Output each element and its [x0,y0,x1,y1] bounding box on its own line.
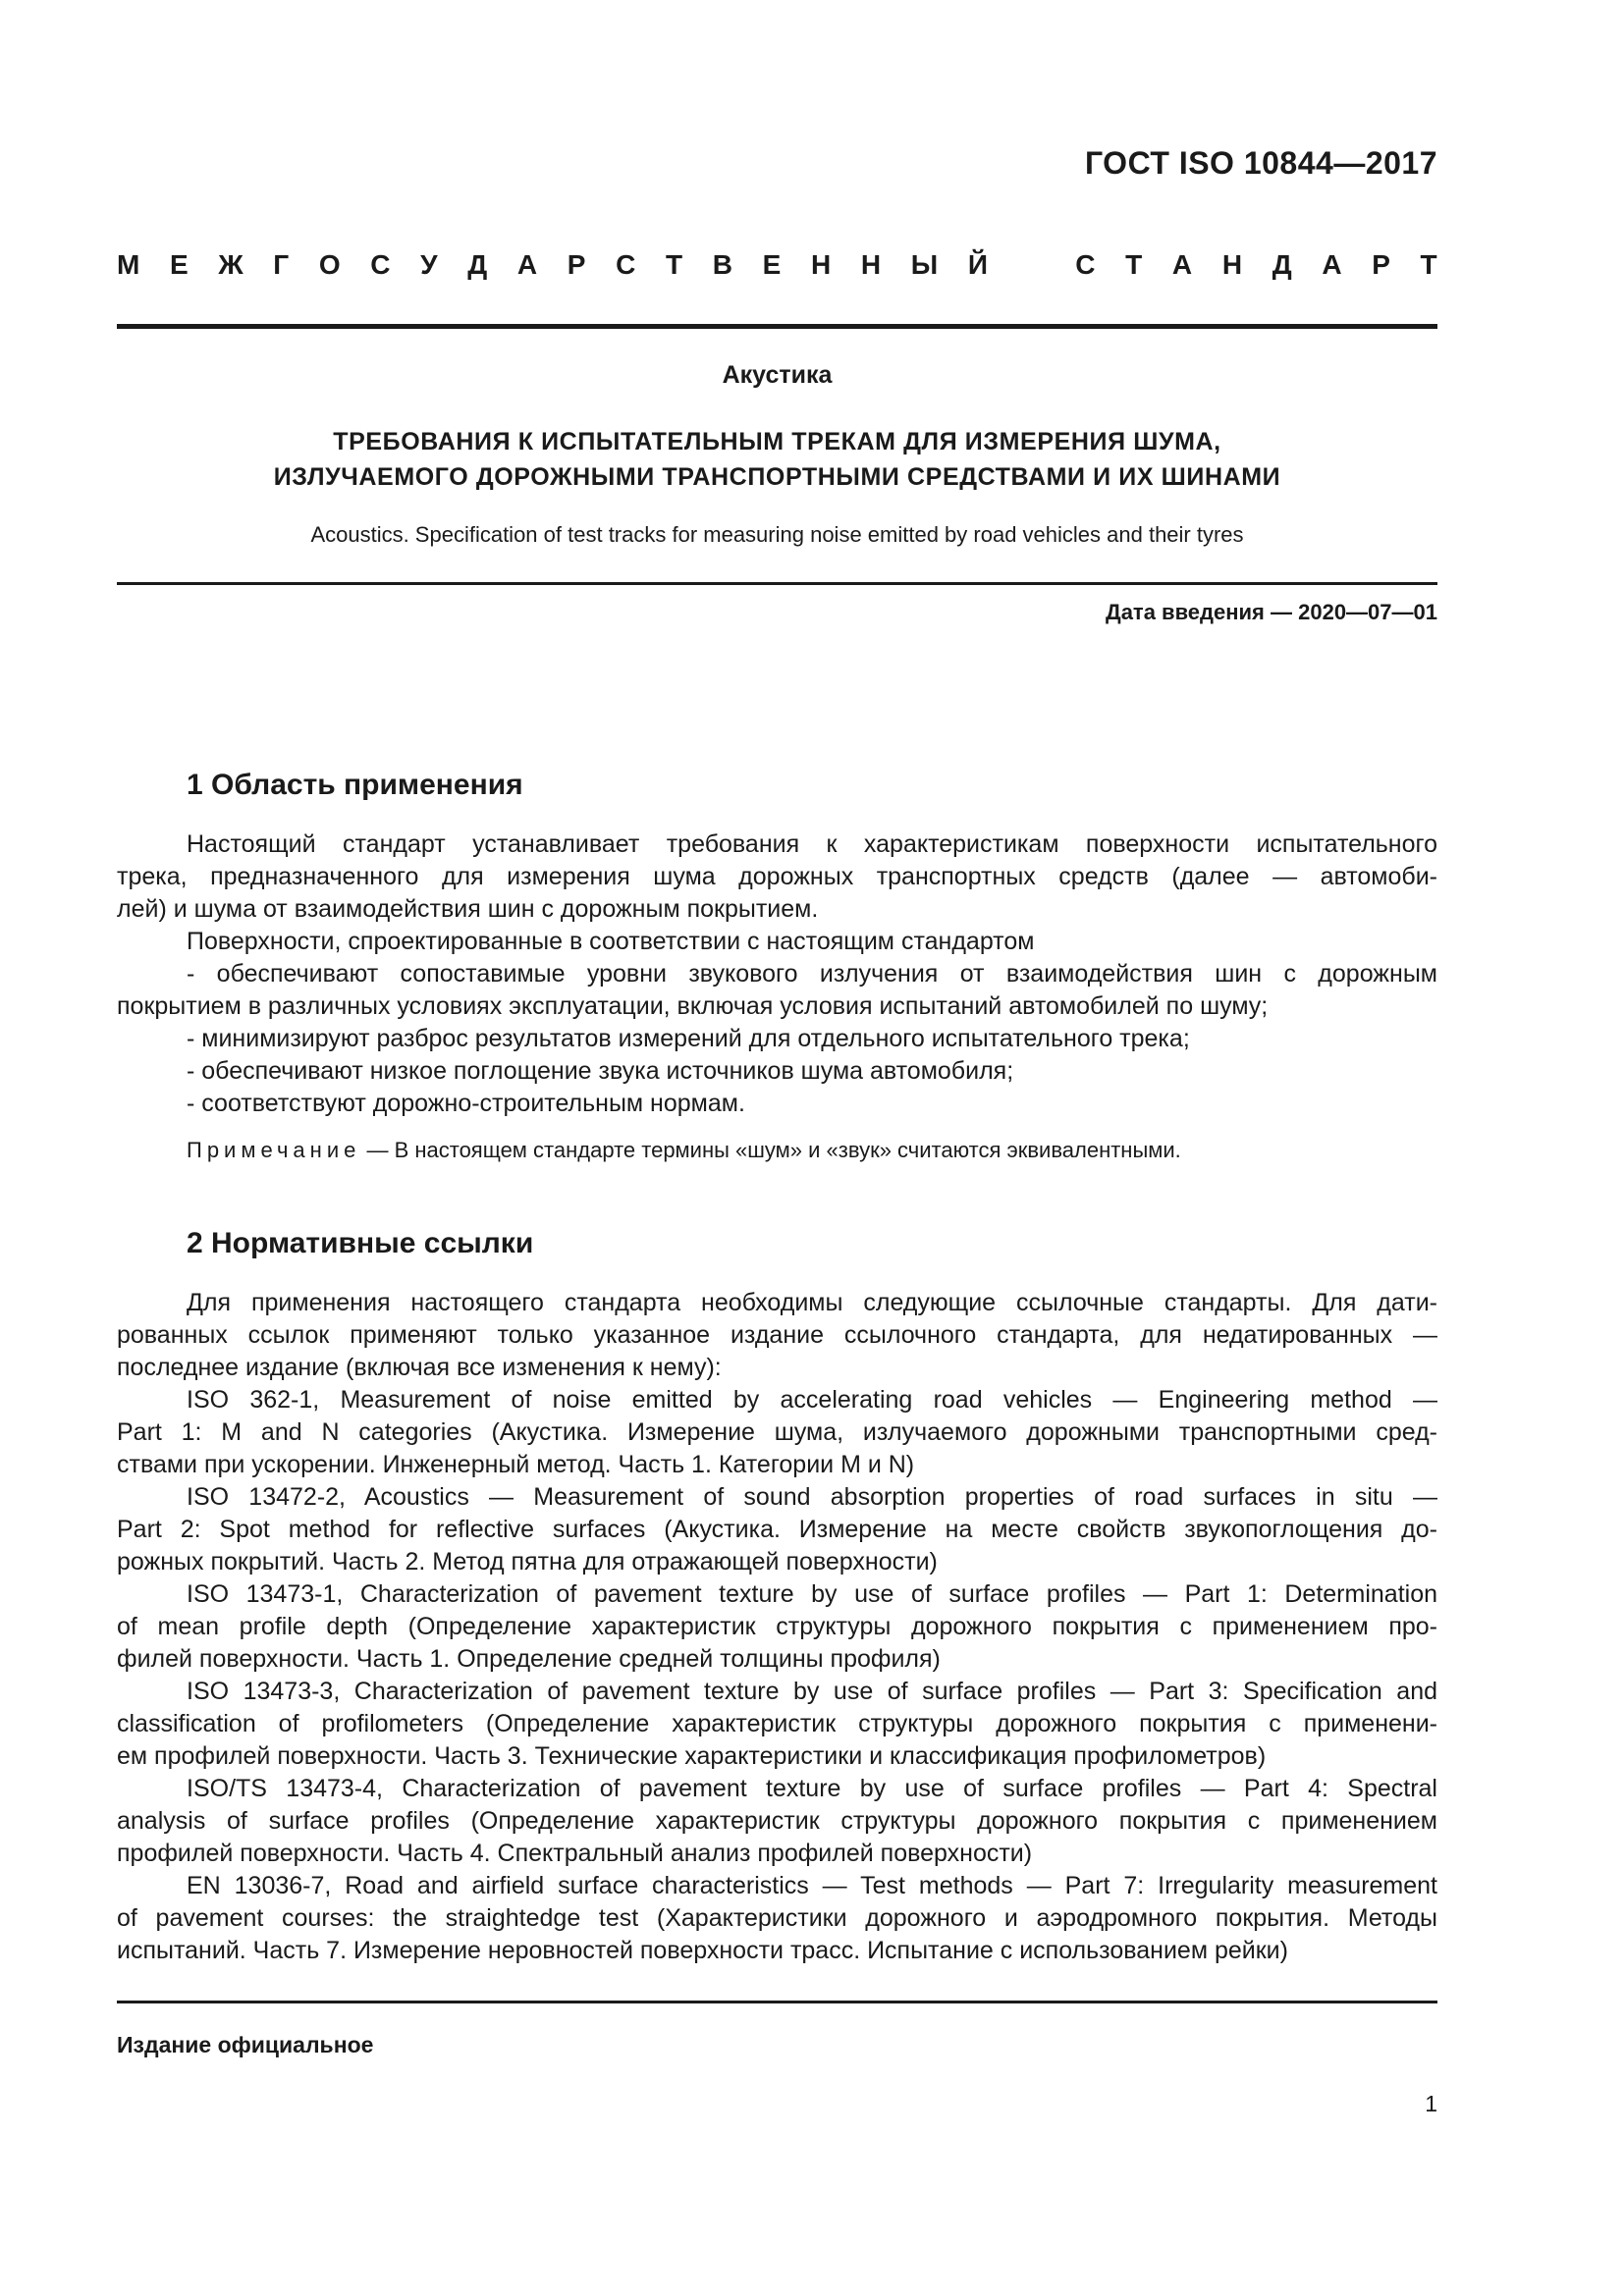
letter: Т [665,249,683,280]
document-subject: Акустика [722,361,833,389]
letter: Р [567,249,586,280]
text-line: Part 2: Spot method for reflective surfaces (Акустика. Измерение на месте свойств звукопоглощения до- [117,1516,1437,1543]
text-line: analysis of surface profiles (Определение характеристик структуры дорожного покрытия с применением [117,1807,1437,1835]
standard-code: ГОСТ ISO 10844—2017 [1084,145,1437,181]
note-text: — В настоящем стандарте термины «шум» и «звук» считаются эквивалентными. [360,1138,1181,1162]
letter: Е [762,249,782,280]
text-line: ISO 13472-2, Acoustics — Measurement of sound absorption properties of road surfaces in situ — [187,1483,1437,1511]
section-scope-body [117,828,1437,1166]
section-heading-references: 2 Нормативные ссылки [187,1227,534,1259]
document-title [117,424,1437,495]
text-line: ем профилей поверхности. Часть 3. Технические характеристики и классификация профилометров) [117,1742,1267,1770]
letter: Т [1125,249,1143,280]
footer-divider [117,2001,1437,2003]
letter: А [516,249,538,280]
letter: В [712,249,732,280]
text-line: Для применения настоящего стандарта необходимы следующие ссылочные стандарты. Для дати- [187,1289,1437,1316]
text-line: покрытием в различных условиях эксплуатации, включая условия испытаний автомобилей по шуму; [117,992,1269,1020]
letter: С [616,249,636,280]
text-line: EN 13036-7, Road and airfield surface characteristics — Test methods — Part 7: Irregularity measurement [187,1872,1437,1899]
official-edition-label: Издание официальное [117,2032,374,2057]
letter: Й [967,249,988,280]
text-line: филей поверхности. Часть 1. Определение средней толщины профиля) [117,1645,941,1673]
text-line: ISO 13473-1, Characterization of pavement texture by use of surface profiles — Part 1: Determination [187,1580,1437,1608]
text-line: трека, предназначенного для измерения шума дорожных транспортных средств (далее — автомоби- [117,863,1437,890]
title-line: ИЗЛУЧАЕМОГО ДОРОЖНЫМИ ТРАНСПОРТНЫМИ СРЕДСТВАМИ И ИХ ШИНАМИ [273,463,1281,491]
letter: А [1171,249,1193,280]
letter: Ж [218,249,244,280]
section-heading-scope: 1 Область применения [187,769,523,801]
text-line: Настоящий стандарт устанавливает требования к характеристикам поверхности испытательного [187,830,1437,858]
text-line: последнее издание (включая все изменения к нему): [117,1354,722,1381]
note [117,1134,1437,1166]
letter: О [318,249,341,280]
note-label: Примечание [187,1138,361,1162]
text-line: of pavement courses: the straightedge test (Характеристики дорожного и аэродромного покрытия. Методы [117,1904,1437,1932]
letter: Г [273,249,290,280]
text-line: - обеспечивают низкое поглощение звука источников шума автомобиля; [187,1057,1014,1085]
word-gap [1018,249,1046,281]
letter: Р [1372,249,1390,280]
text-line: of mean profile depth (Определение характеристик структуры дорожного покрытия с применением про- [117,1613,1437,1640]
letter: Н [860,249,882,280]
page-number: 1 [1425,2091,1437,2116]
title-line: ТРЕБОВАНИЯ К ИСПЫТАТЕЛЬНЫМ ТРЕКАМ ДЛЯ ИЗМЕРЕНИЯ ШУМА, [333,428,1221,455]
text-line: профилей поверхности. Часть 4. Спектральный анализ профилей поверхности) [117,1840,1033,1867]
text-line: - соответствуют дорожно-строительным нормам. [187,1090,745,1117]
text-line: ISO 362-1, Measurement of noise emitted by accelerating road vehicles — Engineering method — [187,1386,1437,1414]
text-line: ствами при ускорении. Инженерный метод. Часть 1. Категории М и N) [117,1451,915,1478]
text-line: ISO/TS 13473-4, Characterization of pavement texture by use of surface profiles — Part 4: Spectral [187,1775,1437,1802]
letter: Д [467,249,488,280]
interstate-standard-heading [117,249,1437,281]
text-line: Поверхности, спроектированные в соответствии с настоящим стандартом [187,928,1035,955]
text-line: - обеспечивают сопоставимые уровни звукового излучения от взаимодействия шин с дорожным [187,960,1437,988]
letter: У [420,249,438,280]
text-line: ISO 13473-3, Characterization of pavement texture by use of surface profiles — Part 3: Specification and [187,1678,1437,1705]
letter: А [1322,249,1342,280]
section-references-body [117,1287,1437,1967]
letter: Ы [910,249,939,280]
text-line: лей) и шума от взаимодействия шин с дорожным покрытием. [117,895,819,923]
text-line: рованных ссылок применяют только указанное издание ссылочного стандарта, для недатированных — [117,1321,1437,1349]
text-line: Part 1: M and N categories (Акустика. Измерение шума, излучаемого дорожными транспортными сред- [117,1418,1437,1446]
text-line: classification of profilometers (Определение характеристик структуры дорожного покрытия с применени- [117,1710,1437,1737]
letter: Д [1272,249,1292,280]
title-divider [117,582,1437,585]
text-line: рожных покрытий. Часть 2. Метод пятна для отражающей поверхности) [117,1548,938,1575]
letter: Е [169,249,189,280]
text-line: - минимизируют разброс результатов измерений для отдельного испытательного трека; [187,1025,1190,1052]
letter: М [117,249,140,280]
letter: Н [810,249,832,280]
letter: С [1075,249,1096,280]
header-divider [117,324,1437,329]
introduction-date: Дата введения — 2020—07—01 [1106,600,1437,624]
letter: Н [1221,249,1243,280]
text-line: испытаний. Часть 7. Измерение неровностей поверхности трасс. Испытание с использованием рейки) [117,1937,1288,1964]
english-title: Acoustics. Specification of test tracks for measuring noise emitted by road vehicles and their tyres [310,522,1244,547]
letter: С [370,249,391,280]
letter: Т [1420,249,1437,280]
